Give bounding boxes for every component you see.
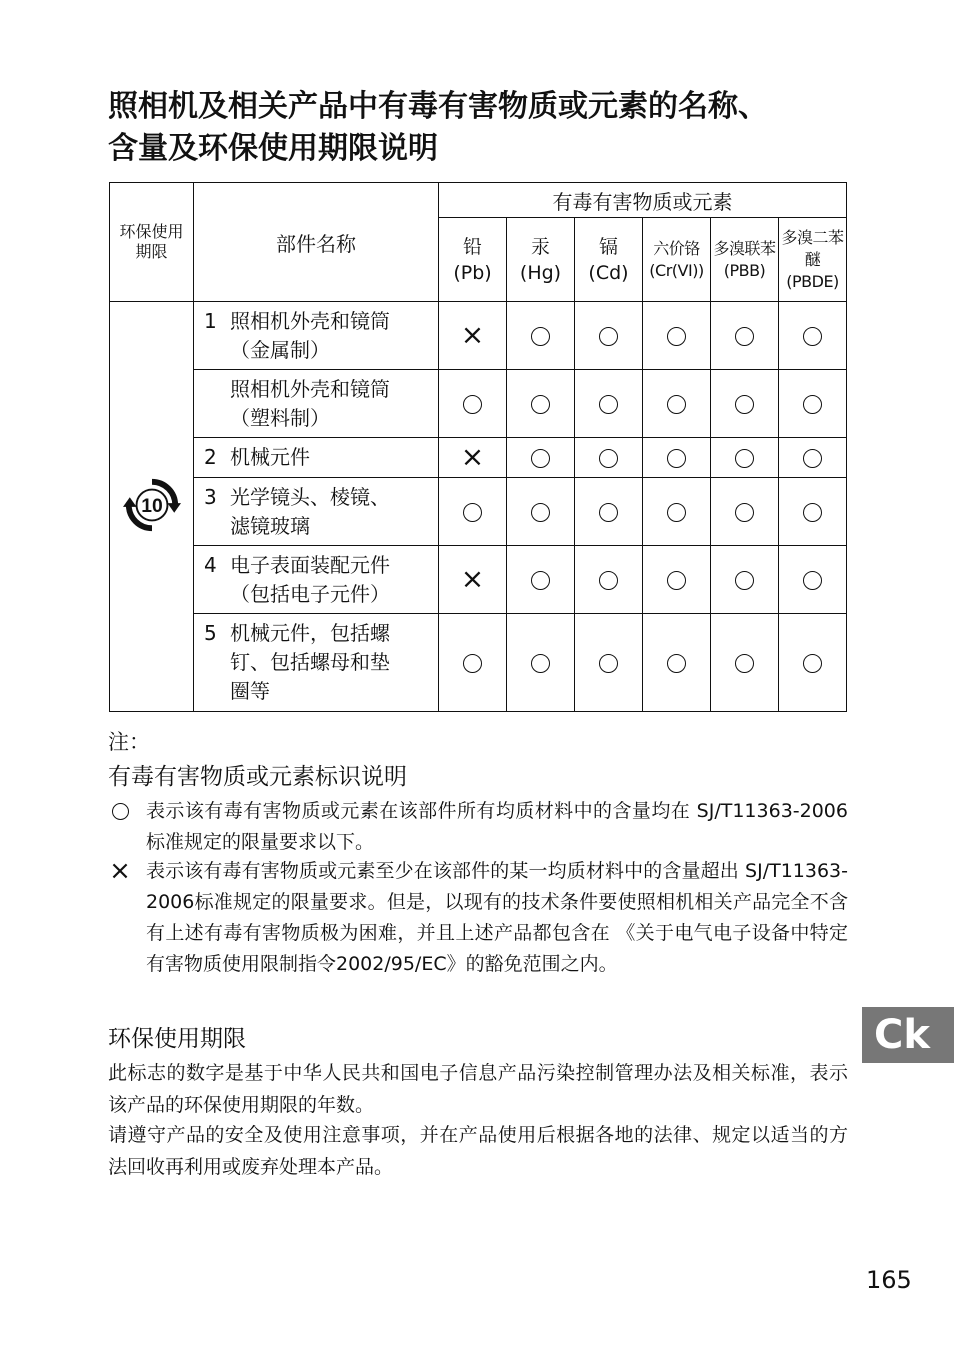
circle-icon: [531, 571, 550, 590]
circle-icon: [667, 327, 686, 346]
cross-icon: ×: [460, 562, 485, 595]
circle-icon: [531, 449, 550, 468]
circle-icon: [803, 503, 822, 522]
mark-within-limit: [507, 614, 575, 712]
circle-icon: [531, 327, 550, 346]
part-name-line: （包括电子元件）: [230, 581, 390, 606]
mark-within-limit: [711, 438, 779, 478]
part-name-cell: [194, 478, 439, 546]
legend-title: 有毒有害物质或元素标识说明: [108, 764, 407, 790]
eco-period-label: 10: [140, 495, 163, 517]
legend-circle-text: 表示该有毒有害物质或元素在该部件所有均质材料中的含量均在 SJ/T11363-2006标准规定的限量要求以下。: [146, 800, 848, 853]
part-name-line: 机械元件: [230, 445, 310, 469]
circle-icon: [735, 571, 754, 590]
mark-within-limit: [643, 438, 711, 478]
circle-icon: [667, 654, 686, 673]
mark-within-limit: [643, 302, 711, 370]
circle-icon: [531, 503, 550, 522]
mark-exceeds-limit: [439, 302, 507, 370]
circle-icon: [735, 503, 754, 522]
mark-within-limit: [711, 370, 779, 438]
mark-within-limit: [779, 614, 847, 712]
table-row: [110, 370, 847, 438]
mark-within-limit: [507, 370, 575, 438]
circle-icon: [599, 503, 618, 522]
part-name-cell: [194, 302, 439, 370]
period-paragraph-2: 请遵守产品的安全及使用注意事项，并在产品使用后根据各地的法律、规定以适当的方法回收再利用或废弃处理本产品。: [108, 1124, 848, 1178]
circle-icon: [667, 395, 686, 414]
title-line-1: 照相机及相关产品中有毒有害物质或元素的名称、: [108, 89, 768, 124]
header-period: 环保使用期限: [110, 183, 194, 302]
header-element: 多溴二苯醚 (PBDE): [779, 218, 847, 302]
mark-exceeds-limit: [439, 546, 507, 614]
part-number: 4: [204, 552, 217, 577]
circle-icon: [531, 395, 550, 414]
header-substances: 有毒有害物质或元素: [439, 183, 847, 218]
circle-icon: [667, 449, 686, 468]
legend-cross-row: [108, 856, 848, 980]
mark-within-limit: [779, 438, 847, 478]
mark-within-limit: [779, 546, 847, 614]
table-row: [110, 438, 847, 478]
mark-within-limit: [711, 614, 779, 712]
mark-within-limit: [643, 370, 711, 438]
mark-within-limit: [575, 546, 643, 614]
mark-within-limit: [779, 478, 847, 546]
page-number: 165: [866, 1266, 912, 1294]
part-name-line: 照相机外壳和镜筒: [230, 308, 390, 333]
circle-icon: [803, 327, 822, 346]
part-number: 5: [204, 621, 217, 645]
mark-within-limit: [711, 546, 779, 614]
header-element: 多溴联苯 (PBB): [711, 218, 779, 302]
mark-within-limit: [711, 302, 779, 370]
circle-icon: [667, 571, 686, 590]
period-paragraph-1: 此标志的数字是基于中华人民共和国电子信息产品污染控制管理办法及相关标准，表示该产品的环保使用期限的年数。: [108, 1062, 848, 1116]
mark-within-limit: [507, 438, 575, 478]
mark-within-limit: [779, 302, 847, 370]
mark-within-limit: [575, 614, 643, 712]
circle-icon: [463, 503, 482, 522]
mark-within-limit: [507, 478, 575, 546]
part-name-cell: [194, 614, 439, 712]
part-name-line: 光学镜头、棱镜、: [230, 484, 390, 509]
table-row: [110, 302, 847, 370]
circle-icon: [667, 503, 686, 522]
header-element: 六价铬 (Cr(VI)): [643, 218, 711, 302]
hazardous-substances-table: [109, 182, 847, 712]
mark-within-limit: [575, 302, 643, 370]
mark-within-limit: [439, 478, 507, 546]
part-name-line: 机械元件，包括螺: [230, 621, 390, 645]
circle-icon: [531, 654, 550, 673]
cross-icon: ×: [460, 440, 485, 473]
circle-icon: [108, 796, 132, 827]
part-name-line: 圈等: [230, 679, 270, 703]
header-part-name: 部件名称: [194, 183, 439, 302]
circle-icon: [463, 395, 482, 414]
header-element: 汞 (Hg): [507, 218, 575, 302]
header-element: 镉 (Cd): [575, 218, 643, 302]
circle-icon: [735, 395, 754, 414]
part-name-line: （金属制）: [230, 337, 330, 362]
cross-icon: ×: [460, 318, 485, 351]
part-name-line: 照相机外壳和镜筒: [230, 376, 390, 401]
mark-within-limit: [507, 546, 575, 614]
part-name-line: 钉、包括螺母和垫: [230, 650, 390, 674]
circle-icon: [735, 327, 754, 346]
part-number: 3: [204, 484, 217, 509]
mark-within-limit: [643, 614, 711, 712]
circle-icon: [803, 395, 822, 414]
part-number: 2: [204, 445, 217, 469]
table-row: [110, 546, 847, 614]
circle-icon: [735, 654, 754, 673]
page-title: [108, 86, 868, 170]
circle-icon: [599, 395, 618, 414]
mark-within-limit: [575, 438, 643, 478]
part-name-cell: [194, 546, 439, 614]
mark-within-limit: [711, 478, 779, 546]
circle-icon: [803, 449, 822, 468]
mark-within-limit: [575, 478, 643, 546]
mark-within-limit: [507, 302, 575, 370]
part-name-cell: [194, 370, 439, 438]
circle-icon: [599, 449, 618, 468]
legend-circle-row: [108, 796, 848, 858]
eco-10-year-icon: [123, 476, 181, 534]
legend-cross-text: 表示该有毒有害物质或元素至少在该部件的某一均质材料中的含量超出 SJ/T11363-2006标准规定的限量要求。但是，以现有的技术条件要使照相机相关产品完全不含有上述有毒有害物质极为困难，并且上述产品都包含在 《关于电气电子设备中特定有害物质使用限制指令2002/95/EC》的豁免范围之内。: [146, 860, 848, 975]
circle-icon: [599, 327, 618, 346]
circle-icon: [599, 571, 618, 590]
notes-label: 注：: [108, 730, 150, 754]
mark-within-limit: [439, 370, 507, 438]
part-name-line: （塑料制）: [230, 405, 330, 430]
mark-exceeds-limit: [439, 438, 507, 478]
part-name-line: 滤镜玻璃: [230, 513, 310, 538]
mark-within-limit: [643, 478, 711, 546]
part-number: 1: [204, 308, 217, 333]
mark-within-limit: [575, 370, 643, 438]
eco-period-cell: [110, 302, 194, 712]
circle-icon: [463, 654, 482, 673]
mark-within-limit: [779, 370, 847, 438]
mark-within-limit: [439, 614, 507, 712]
circle-icon: [803, 654, 822, 673]
circle-icon: [735, 449, 754, 468]
language-tab: Ck: [862, 1007, 954, 1063]
part-name-line: 电子表面装配元件: [230, 552, 390, 577]
cross-icon: ×: [109, 856, 131, 886]
mark-within-limit: [643, 546, 711, 614]
circle-icon: [803, 571, 822, 590]
part-name-cell: [194, 438, 439, 478]
table-row: [110, 614, 847, 712]
table-row: [110, 478, 847, 546]
circle-icon: [599, 654, 618, 673]
header-element: 铅 (Pb): [439, 218, 507, 302]
period-title: 环保使用期限: [108, 1026, 246, 1052]
title-line-2: 含量及环保使用期限说明: [108, 131, 438, 166]
